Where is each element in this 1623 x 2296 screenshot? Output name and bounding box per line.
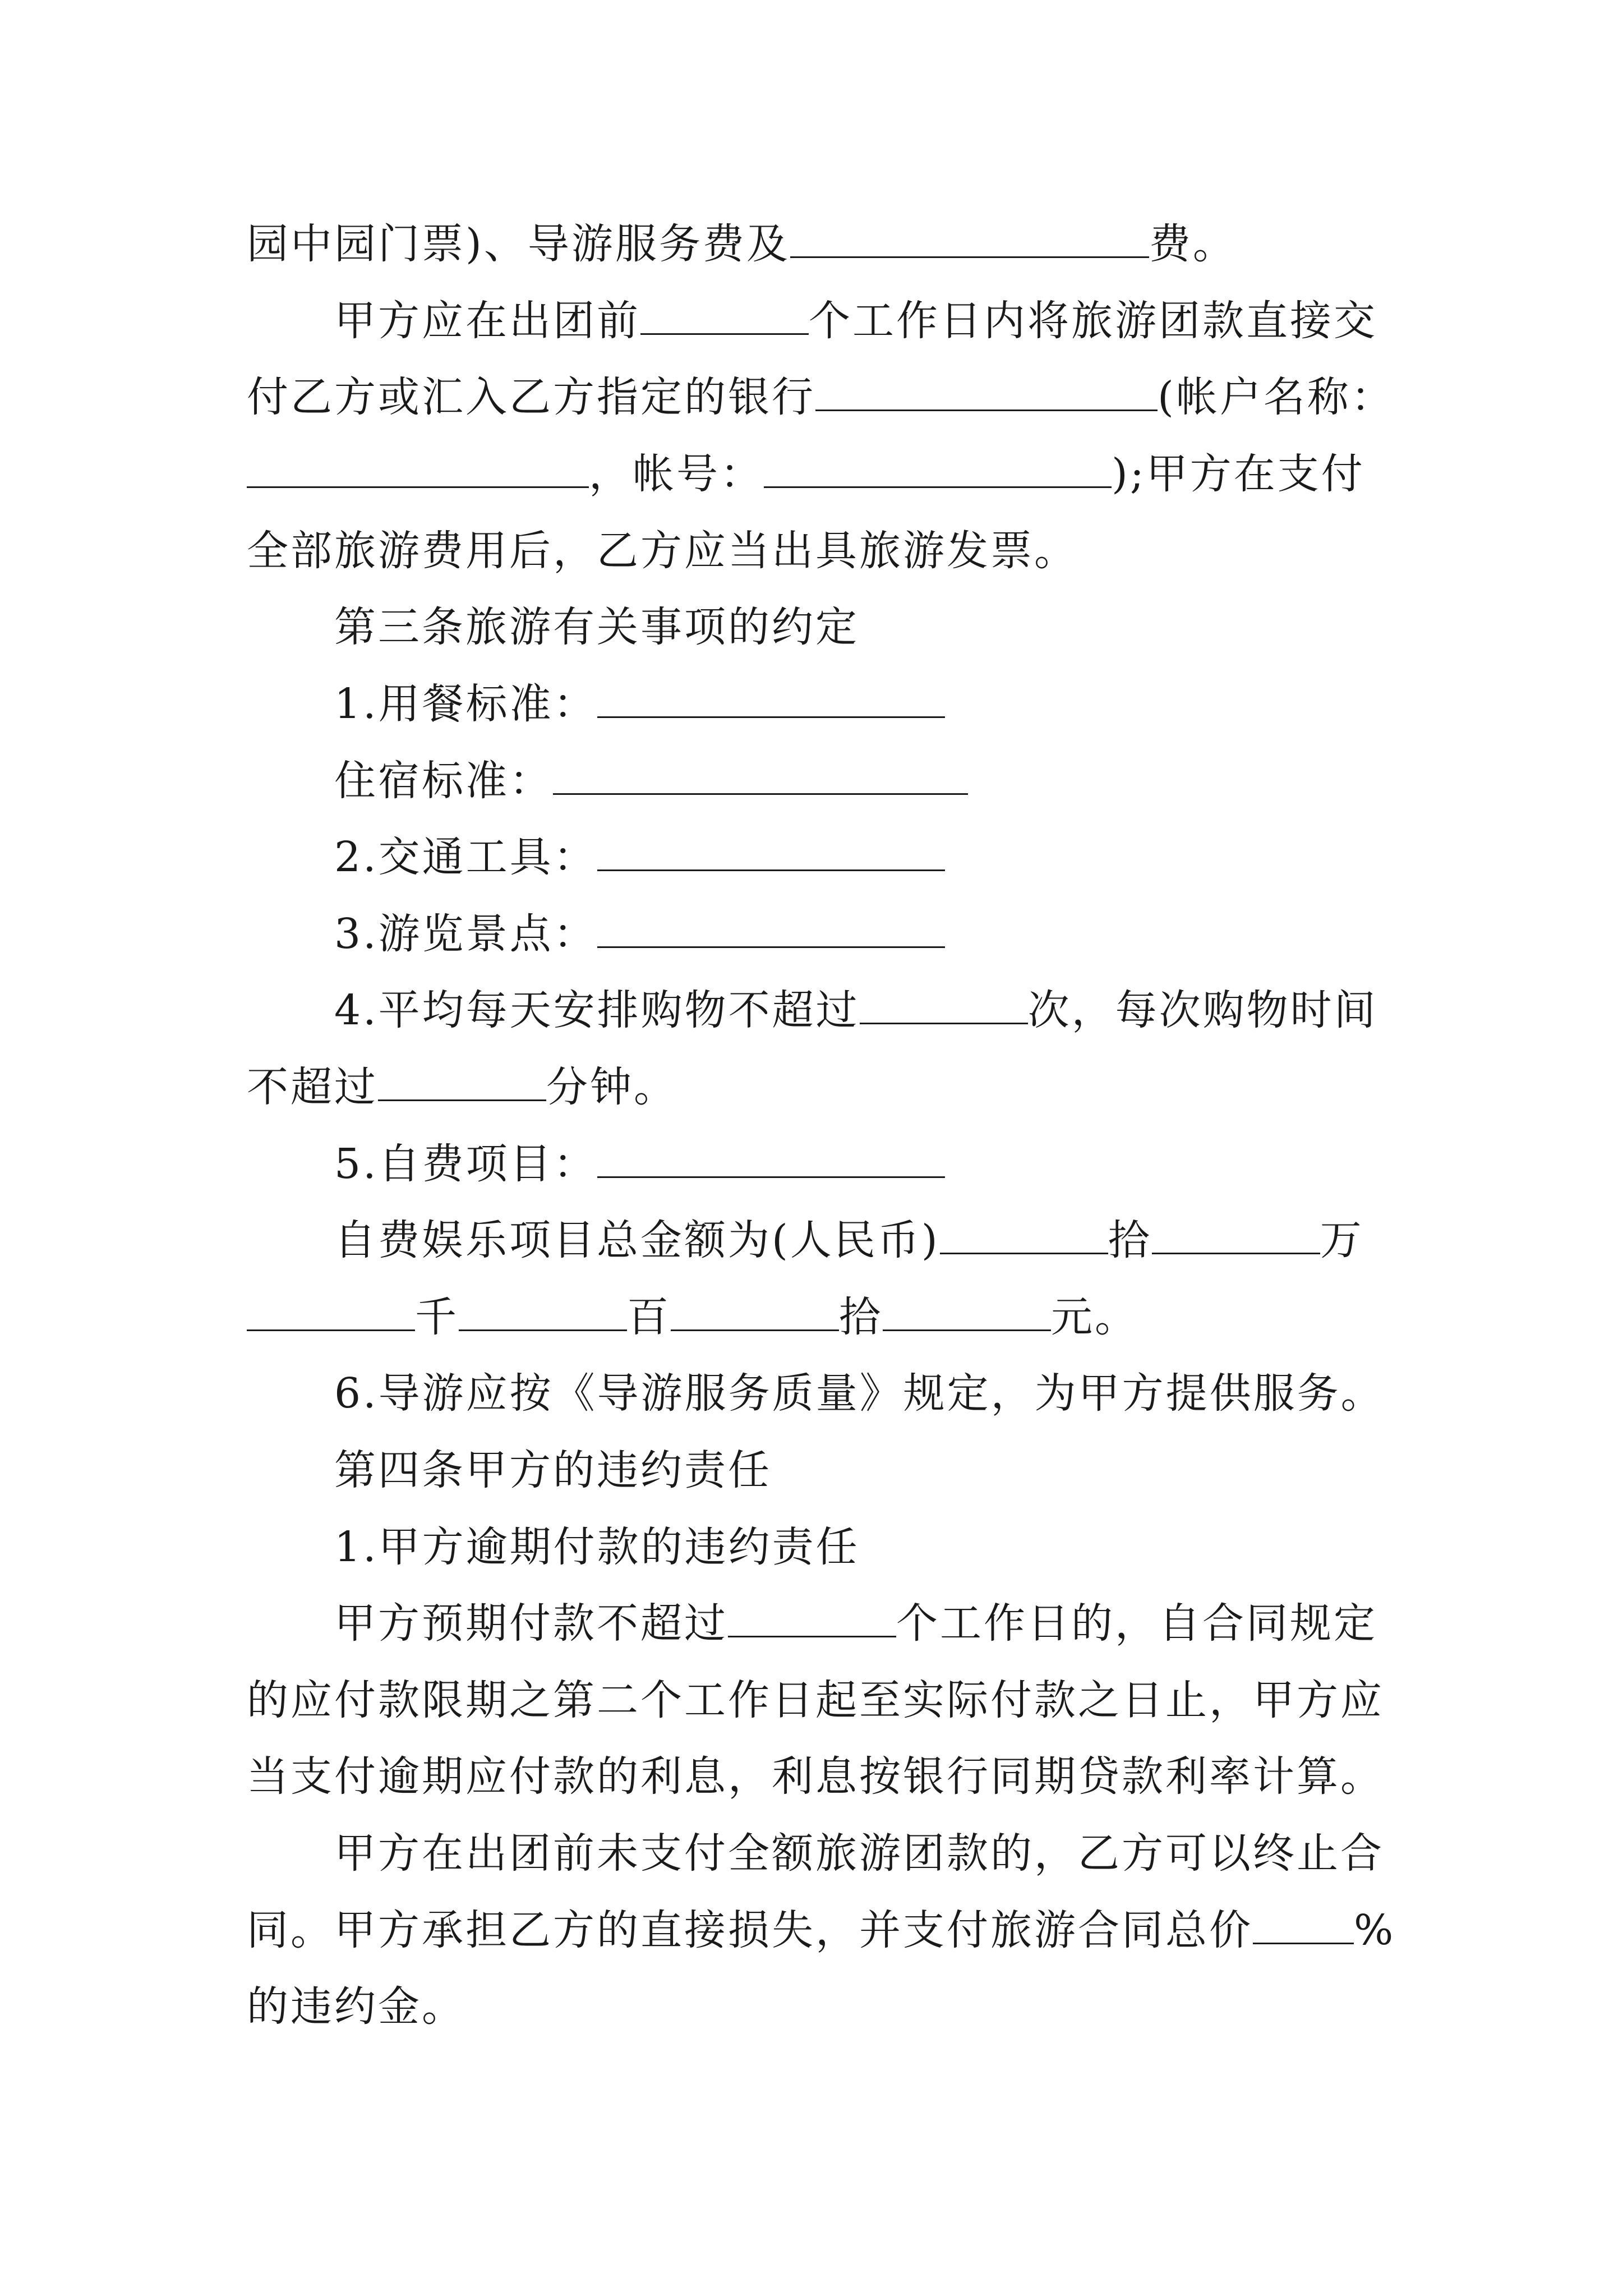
- fill-blank: [883, 1294, 1051, 1331]
- text-segment: 甲方应在出团前: [334, 297, 640, 345]
- fill-blank: [597, 910, 945, 948]
- text-segment: 万: [1320, 1216, 1364, 1264]
- text-segment: );甲方在支付: [1112, 450, 1365, 498]
- text-segment: 付乙方或汇入乙方指定的银行: [247, 373, 815, 421]
- fill-blank: [815, 374, 1158, 411]
- fill-blank: [728, 1600, 896, 1637]
- text-line-24: [247, 1978, 465, 2035]
- text-segment: (帐户名称：: [1158, 373, 1395, 421]
- text-segment: 元。: [1051, 1293, 1138, 1341]
- text-line-12: [247, 1059, 677, 1115]
- text-line-19: [334, 1595, 1377, 1651]
- text-segment: 4.平均每天安排购物不超过: [334, 986, 860, 1034]
- section-heading-3: [334, 599, 859, 655]
- text-segment: 分钟。: [546, 1063, 677, 1111]
- text-segment: 第四条甲方的违约责任: [334, 1446, 772, 1494]
- text-line-10: [334, 906, 945, 962]
- text-segment: 拾: [1108, 1216, 1152, 1264]
- text-segment: 园中园门票)、导游服务费及: [247, 220, 790, 268]
- text-segment: 5.自费项目：: [334, 1140, 597, 1188]
- fill-blank: [597, 1140, 945, 1178]
- text-segment: 3.游览景点：: [334, 910, 597, 958]
- text-segment: 费。: [1149, 220, 1237, 268]
- text-line-13: [334, 1136, 945, 1192]
- text-line-15: [247, 1289, 1138, 1345]
- text-line-2: [334, 293, 1377, 349]
- fill-blank: [459, 1294, 627, 1331]
- text-line-1: [247, 216, 1237, 272]
- fill-blank: [378, 1064, 546, 1101]
- text-segment: 自费娱乐项目总金额为(人民币): [334, 1216, 940, 1264]
- fill-blank: [860, 987, 1028, 1024]
- text-segment: 百: [627, 1293, 671, 1341]
- text-line-5: [247, 523, 1078, 579]
- text-line-7: [334, 676, 945, 732]
- fill-blank: [790, 220, 1149, 258]
- text-segment: 住宿标准：: [334, 757, 553, 805]
- fill-blank: [1152, 1217, 1320, 1254]
- text-line-11: [334, 982, 1378, 1038]
- text-segment: 甲方预期付款不超过: [334, 1599, 728, 1648]
- text-line-23: [247, 1902, 1395, 1958]
- text-segment: 1.甲方逾期付款的违约责任: [334, 1523, 860, 1571]
- fill-blank: [1253, 1907, 1354, 1944]
- text-segment: 个工作日的，自合同规定: [896, 1599, 1377, 1648]
- fill-blank: [671, 1294, 839, 1331]
- fill-blank: [553, 757, 968, 795]
- text-line-18: [334, 1519, 860, 1575]
- text-line-16: [334, 1365, 1385, 1421]
- text-segment: 个工作日内将旅游团款直接交: [809, 297, 1377, 345]
- fill-blank: [597, 680, 945, 718]
- text-line-4: [247, 446, 1365, 502]
- text-line-3: [247, 369, 1395, 425]
- text-line-9: [334, 829, 945, 885]
- text-line-20: [247, 1672, 1384, 1728]
- text-segment: 同。甲方承担乙方的直接损失，并支付旅游合同总价: [247, 1906, 1253, 1954]
- fill-blank: [940, 1217, 1108, 1254]
- text-segment: 的应付款限期之第二个工作日起至实际付款之日止，甲方应: [247, 1676, 1384, 1724]
- text-segment: 当支付逾期应付款的利息，利息按银行同期贷款利率计算。: [247, 1752, 1384, 1801]
- text-segment: 2.交通工具：: [334, 833, 597, 881]
- text-segment: 全部旅游费用后，乙方应当出具旅游发票。: [247, 527, 1078, 575]
- text-segment: 的违约金。: [247, 1982, 465, 2031]
- fill-blank: [764, 450, 1112, 488]
- text-segment: %: [1354, 1906, 1396, 1954]
- section-heading-4: [334, 1442, 772, 1498]
- text-segment: 甲方在出团前未支付全额旅游团款的，乙方可以终止合: [334, 1829, 1384, 1878]
- text-segment: 1.用餐标准：: [334, 680, 597, 728]
- text-line-14: [334, 1212, 1364, 1268]
- text-segment: ，帐号：: [589, 450, 764, 498]
- text-line-21: [247, 1749, 1384, 1805]
- text-segment: 6.导游应按《导游服务质量》规定，为甲方提供服务。: [334, 1369, 1385, 1418]
- text-segment: 第三条旅游有关事项的约定: [334, 603, 859, 651]
- fill-blank: [247, 1294, 415, 1331]
- text-segment: 不超过: [247, 1063, 378, 1111]
- text-line-22: [334, 1825, 1384, 1881]
- fill-blank: [640, 297, 809, 335]
- fill-blank: [597, 834, 945, 871]
- fill-blank: [247, 450, 589, 488]
- text-segment: 次，每次购物时间: [1027, 986, 1378, 1034]
- text-segment: 拾: [839, 1293, 883, 1341]
- text-segment: 千: [415, 1293, 459, 1341]
- text-line-8: [334, 753, 968, 809]
